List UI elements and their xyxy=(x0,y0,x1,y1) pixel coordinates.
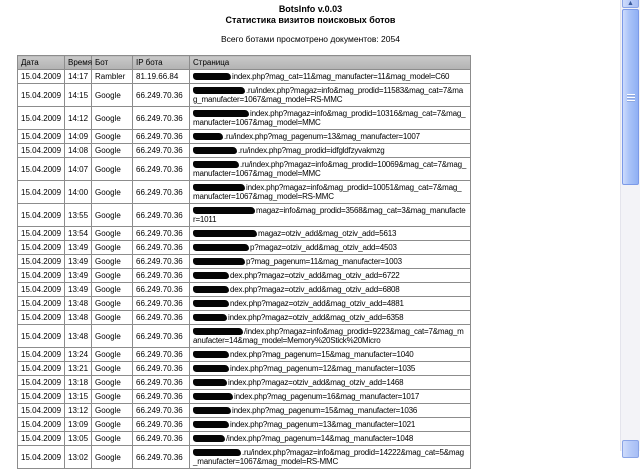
table-row xyxy=(18,283,471,297)
cell-time: 13:49 xyxy=(65,255,92,269)
cell-page xyxy=(190,227,471,241)
table-row xyxy=(18,362,471,376)
table-row xyxy=(18,269,471,283)
cell-bot: Google xyxy=(92,297,133,311)
visited-url: /index.php?mag_pagenum=14&mag_manufacter=1048 xyxy=(226,434,414,443)
cell-date: 15.04.2009 xyxy=(18,376,65,390)
redaction-mark xyxy=(193,73,231,80)
table-row xyxy=(18,376,471,390)
cell-bot: Google xyxy=(92,362,133,376)
cell-time: 14:09 xyxy=(65,130,92,144)
cell-date: 15.04.2009 xyxy=(18,158,65,181)
cell-date: 15.04.2009 xyxy=(18,418,65,432)
cell-bot: Google xyxy=(92,241,133,255)
visited-url: index.php?magaz=otziv_add&mag_otziv_add=6358 xyxy=(228,313,404,322)
redaction-mark xyxy=(193,421,229,428)
bots-table xyxy=(17,55,471,469)
visited-url: ndex.php?magaz=otziv_add&mag_otziv_add=4881 xyxy=(230,299,404,308)
cell-time: 13:54 xyxy=(65,227,92,241)
vertical-scrollbar[interactable] xyxy=(620,0,640,451)
scroll-up-arrow-icon: ▲ xyxy=(627,0,634,7)
scroll-down-button[interactable] xyxy=(622,440,639,458)
table-row xyxy=(18,107,471,130)
cell-ip: 66.249.70.36 xyxy=(133,390,190,404)
cell-page xyxy=(190,204,471,227)
column-header-date: Дата xyxy=(18,56,65,70)
cell-page xyxy=(190,311,471,325)
cell-ip: 66.249.70.36 xyxy=(133,204,190,227)
cell-time: 14:08 xyxy=(65,144,92,158)
cell-page xyxy=(190,418,471,432)
cell-date: 15.04.2009 xyxy=(18,362,65,376)
visited-url: dex.php?magaz=otziv_add&mag_otziv_add=6722 xyxy=(230,271,400,280)
scroll-up-button[interactable] xyxy=(622,0,639,8)
cell-date: 15.04.2009 xyxy=(18,144,65,158)
redaction-mark xyxy=(193,449,241,456)
cell-bot: Google xyxy=(92,390,133,404)
visited-url: .ru/index.php?mag_prodid=idfgldfzyvakmzg xyxy=(238,146,385,155)
cell-page xyxy=(190,390,471,404)
cell-page xyxy=(190,283,471,297)
table-row xyxy=(18,158,471,181)
cell-time: 13:49 xyxy=(65,269,92,283)
cell-bot: Google xyxy=(92,144,133,158)
cell-page xyxy=(190,348,471,362)
column-header-ip: IP бота xyxy=(133,56,190,70)
cell-page xyxy=(190,269,471,283)
cell-ip: 66.249.70.36 xyxy=(133,241,190,255)
cell-date: 15.04.2009 xyxy=(18,84,65,107)
cell-ip: 66.249.70.36 xyxy=(133,107,190,130)
cell-time: 13:48 xyxy=(65,297,92,311)
table-row xyxy=(18,418,471,432)
cell-page xyxy=(190,255,471,269)
redaction-mark xyxy=(193,230,257,237)
cell-date: 15.04.2009 xyxy=(18,404,65,418)
cell-bot: Google xyxy=(92,107,133,130)
visited-url: index.php?mag_pagenum=13&mag_manufacter=1021 xyxy=(230,420,416,429)
cell-time: 13:48 xyxy=(65,325,92,348)
redaction-mark xyxy=(193,87,245,94)
cell-ip: 66.249.70.36 xyxy=(133,376,190,390)
visited-url: index.php?magaz=info&mag_prodid=10051&mag_cat=7&mag_manufacter=1067&mag_model=RS-MMC xyxy=(193,183,462,201)
cell-bot: Google xyxy=(92,255,133,269)
table-row xyxy=(18,227,471,241)
table-row xyxy=(18,70,471,84)
cell-bot: Google xyxy=(92,418,133,432)
table-row xyxy=(18,432,471,446)
redaction-mark xyxy=(193,393,233,400)
cell-page xyxy=(190,181,471,204)
scrollbar-grip-icon xyxy=(627,94,635,103)
table-row xyxy=(18,181,471,204)
cell-bot: Google xyxy=(92,432,133,446)
cell-page xyxy=(190,84,471,107)
cell-time: 13:12 xyxy=(65,404,92,418)
cell-date: 15.04.2009 xyxy=(18,70,65,84)
redaction-mark xyxy=(193,244,249,251)
visited-url: index.php?magaz=info&mag_prodid=10316&mag_cat=7&mag_manufacter=1067&mag_model=MMC xyxy=(193,109,466,127)
visited-url: .ru/index.php?magaz=info&mag_prodid=11583&mag_cat=7&mag_manufacter=1067&mag_model=RS-MMC xyxy=(193,86,463,104)
cell-ip: 66.249.70.36 xyxy=(133,181,190,204)
redaction-mark xyxy=(193,314,227,321)
table-row xyxy=(18,84,471,107)
cell-date: 15.04.2009 xyxy=(18,325,65,348)
cell-ip: 66.249.70.36 xyxy=(133,130,190,144)
column-header-time: Время xyxy=(65,56,92,70)
cell-bot: Google xyxy=(92,227,133,241)
cell-ip: 81.19.66.84 xyxy=(133,70,190,84)
cell-bot: Google xyxy=(92,84,133,107)
table-row xyxy=(18,446,471,469)
cell-ip: 66.249.70.36 xyxy=(133,404,190,418)
cell-date: 15.04.2009 xyxy=(18,130,65,144)
cell-page xyxy=(190,362,471,376)
visited-url: index.php?mag_pagenum=12&mag_manufacter=1035 xyxy=(230,364,416,373)
cell-page xyxy=(190,107,471,130)
cell-time: 13:05 xyxy=(65,432,92,446)
cell-ip: 66.249.70.36 xyxy=(133,446,190,469)
total-documents-line: Всего ботами просмотрено документов: 2054 xyxy=(221,34,400,44)
table-row xyxy=(18,404,471,418)
cell-ip: 66.249.70.36 xyxy=(133,255,190,269)
cell-date: 15.04.2009 xyxy=(18,283,65,297)
cell-time: 14:07 xyxy=(65,158,92,181)
cell-date: 15.04.2009 xyxy=(18,269,65,283)
cell-page xyxy=(190,325,471,348)
cell-bot: Google xyxy=(92,325,133,348)
cell-ip: 66.249.70.36 xyxy=(133,269,190,283)
cell-date: 15.04.2009 xyxy=(18,432,65,446)
cell-page xyxy=(190,404,471,418)
cell-bot: Google xyxy=(92,181,133,204)
page-subtitle: Статистика визитов поисковых ботов xyxy=(225,15,396,25)
redaction-mark xyxy=(193,133,223,140)
visited-url: p?mag_pagenum=11&mag_manufacter=1003 xyxy=(246,257,402,266)
cell-page xyxy=(190,376,471,390)
cell-ip: 66.249.70.36 xyxy=(133,348,190,362)
cell-page xyxy=(190,158,471,181)
cell-ip: 66.249.70.36 xyxy=(133,283,190,297)
cell-time: 13:21 xyxy=(65,362,92,376)
cell-page xyxy=(190,70,471,84)
cell-bot: Google xyxy=(92,158,133,181)
redaction-mark xyxy=(193,300,229,307)
cell-page xyxy=(190,241,471,255)
cell-ip: 66.249.70.36 xyxy=(133,84,190,107)
column-header-bot: Бот xyxy=(92,56,133,70)
visited-url: .ru/index.php?magaz=info&mag_prodid=14222&mag_cat=5&mag_manufacter=1067&mag_model=RS-MMC xyxy=(193,448,464,466)
visited-url: .ru/index.php?magaz=info&mag_prodid=10069&mag_cat=7&mag_manufacter=1067&mag_model=MMC xyxy=(193,160,467,178)
redaction-mark xyxy=(193,147,237,154)
app-title: BotsInfo v.0.03 xyxy=(278,4,343,14)
redaction-mark xyxy=(193,161,239,168)
cell-page xyxy=(190,130,471,144)
cell-bot: Google xyxy=(92,376,133,390)
bots-table-head xyxy=(18,56,471,70)
redaction-mark xyxy=(193,286,229,293)
redaction-mark xyxy=(193,365,229,372)
cell-time: 13:48 xyxy=(65,311,92,325)
header-row xyxy=(18,56,471,70)
visited-url: p?magaz=otziv_add&mag_otziv_add=4503 xyxy=(250,243,397,252)
cell-bot: Google xyxy=(92,269,133,283)
cell-time: 13:24 xyxy=(65,348,92,362)
column-header-page: Страница xyxy=(190,56,471,70)
cell-ip: 66.249.70.36 xyxy=(133,311,190,325)
cell-bot: Rambler xyxy=(92,70,133,84)
redaction-mark xyxy=(193,258,245,265)
cell-page xyxy=(190,446,471,469)
cell-date: 15.04.2009 xyxy=(18,390,65,404)
cell-time: 13:49 xyxy=(65,283,92,297)
cell-time: 13:49 xyxy=(65,241,92,255)
cell-page xyxy=(190,144,471,158)
table-row xyxy=(18,297,471,311)
cell-time: 14:15 xyxy=(65,84,92,107)
cell-ip: 66.249.70.36 xyxy=(133,418,190,432)
cell-date: 15.04.2009 xyxy=(18,446,65,469)
cell-time: 13:18 xyxy=(65,376,92,390)
cell-ip: 66.249.70.36 xyxy=(133,297,190,311)
bots-table-body xyxy=(18,70,471,469)
visited-url: magaz=info&mag_prodid=3568&mag_cat=3&mag_manufacter=1011 xyxy=(193,206,466,224)
cell-ip: 66.249.70.36 xyxy=(133,432,190,446)
cell-bot: Google xyxy=(92,283,133,297)
table-row xyxy=(18,325,471,348)
cell-ip: 66.249.70.36 xyxy=(133,227,190,241)
cell-ip: 66.249.70.36 xyxy=(133,144,190,158)
table-row xyxy=(18,255,471,269)
cell-time: 14:17 xyxy=(65,70,92,84)
table-row xyxy=(18,390,471,404)
cell-date: 15.04.2009 xyxy=(18,311,65,325)
cell-date: 15.04.2009 xyxy=(18,255,65,269)
cell-date: 15.04.2009 xyxy=(18,107,65,130)
cell-bot: Google xyxy=(92,404,133,418)
cell-date: 15.04.2009 xyxy=(18,241,65,255)
cell-date: 15.04.2009 xyxy=(18,204,65,227)
cell-time: 13:02 xyxy=(65,446,92,469)
visited-url: dex.php?magaz=otziv_add&mag_otziv_add=6808 xyxy=(230,285,400,294)
cell-bot: Google xyxy=(92,130,133,144)
cell-bot: Google xyxy=(92,204,133,227)
table-row xyxy=(18,130,471,144)
redaction-mark xyxy=(193,207,255,214)
visited-url: ndex.php?mag_pagenum=15&mag_manufacter=1040 xyxy=(230,350,414,359)
table-row xyxy=(18,204,471,227)
visited-url: /index.php?magaz=info&mag_prodid=9223&mag_cat=7&mag_manufacter=14&mag_model=Memory%20Stick%20Micro xyxy=(193,327,464,345)
table-row xyxy=(18,144,471,158)
cell-time: 14:00 xyxy=(65,181,92,204)
cell-bot: Google xyxy=(92,348,133,362)
visited-url: magaz=otziv_add&mag_otziv_add=5613 xyxy=(258,229,397,238)
cell-time: 14:12 xyxy=(65,107,92,130)
cell-ip: 66.249.70.36 xyxy=(133,362,190,376)
visited-url: .ru/index.php?mag_pagenum=13&mag_manufacter=1007 xyxy=(224,132,420,141)
visited-url: index.php?mag_pagenum=15&mag_manufacter=1036 xyxy=(232,406,418,415)
cell-time: 13:15 xyxy=(65,390,92,404)
cell-ip: 66.249.70.36 xyxy=(133,158,190,181)
table-row xyxy=(18,348,471,362)
redaction-mark xyxy=(193,351,229,358)
cell-bot: Google xyxy=(92,311,133,325)
redaction-mark xyxy=(193,435,225,442)
cell-page xyxy=(190,297,471,311)
cell-time: 13:09 xyxy=(65,418,92,432)
scrollbar-thumb[interactable] xyxy=(622,9,639,185)
cell-date: 15.04.2009 xyxy=(18,227,65,241)
redaction-mark xyxy=(193,407,231,414)
visited-url: index.php?mag_pagenum=16&mag_manufacter=1017 xyxy=(234,392,420,401)
redaction-mark xyxy=(193,379,227,386)
cell-page xyxy=(190,432,471,446)
cell-date: 15.04.2009 xyxy=(18,348,65,362)
table-row xyxy=(18,311,471,325)
cell-ip: 66.249.70.36 xyxy=(133,325,190,348)
redaction-mark xyxy=(193,328,243,335)
cell-bot: Google xyxy=(92,446,133,469)
redaction-mark xyxy=(193,272,229,279)
redaction-mark xyxy=(193,184,245,191)
redaction-mark xyxy=(193,110,249,117)
visited-url: index.php?magaz=otziv_add&mag_otziv_add=1468 xyxy=(228,378,404,387)
visited-url: index.php?mag_cat=11&mag_manufacter=11&mag_model=C60 xyxy=(232,72,450,81)
table-row xyxy=(18,241,471,255)
cell-date: 15.04.2009 xyxy=(18,297,65,311)
cell-time: 13:55 xyxy=(65,204,92,227)
cell-date: 15.04.2009 xyxy=(18,181,65,204)
